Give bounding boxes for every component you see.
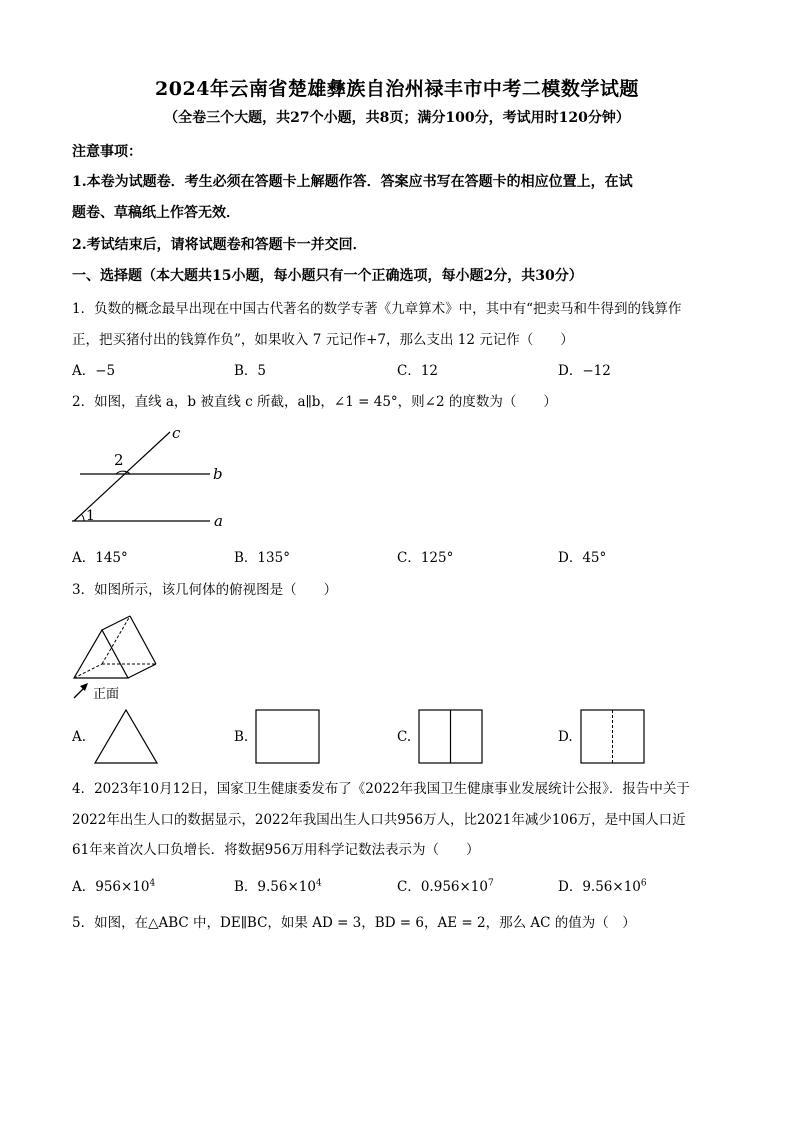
- q2-option-d: D．45°: [558, 550, 607, 566]
- q4-option-c: C．$0.956\times 10^7$: [397, 878, 494, 895]
- q3-option-c-label: C.: [397, 729, 412, 745]
- q4-line-3: 61年来首次人口负增长．将数据956万用科学记数法表示为（ ）: [72, 842, 480, 858]
- q3-option-d-label: D.: [558, 729, 573, 745]
- label-angle-2: 2: [114, 451, 124, 469]
- q2-option-c: C．125°: [397, 550, 454, 566]
- q3-front-label: 正面: [93, 687, 120, 702]
- page-subtitle: （全卷三个大题，共27个小题，共8页；满分100分，考试用时120分钟）: [164, 110, 630, 126]
- q5-line-1: 5．如图，在△ABC 中，DE∥BC，如果 AD = 3，BD = 6，AE = 2，那么 AC 的值为（ ）: [72, 915, 636, 931]
- page-title: 2024年云南省楚雄彝族自治州禄丰市中考二模数学试题: [155, 78, 639, 100]
- section-1-heading: 一、选择题（本大题共15小题，每小题只有一个正确选项，每小题2分，共30分）: [72, 268, 583, 284]
- q1-option-b: B．5: [234, 363, 267, 379]
- q3-line-1: 3．如图所示，该几何体的俯视图是（ ）: [72, 582, 338, 598]
- prism-back-right-edge: [130, 616, 156, 664]
- angle-1-arc: [81, 514, 84, 521]
- q3-option-c-rectangle-solid-divider: [418, 709, 484, 765]
- notice-item-1-line-2: 题卷、草稿纸上作答无效．: [72, 205, 240, 221]
- q4-line-1: 4．2023年10月12日，国家卫生健康委发布了《2022年我国卫生健康事业发展统计公报》．报告中关于: [72, 781, 690, 797]
- q3-option-a-label: A.: [72, 729, 87, 745]
- front-arrow-icon: [80, 683, 88, 691]
- prism-bottom-right-edge: [128, 664, 156, 678]
- notice-item-1-line-1: 1.本卷为试题卷．考生必须在答题卡上解题作答．答案应书写在答题卡的相应位置上，在试: [72, 174, 633, 190]
- notice-heading: 注意事项：: [72, 144, 142, 160]
- q2-option-b: B．135°: [234, 550, 290, 566]
- q2-parallel-lines-figure: [70, 422, 240, 532]
- q1-option-c: C．12: [397, 363, 439, 379]
- q3-option-a-triangle: [93, 707, 159, 765]
- label-b: b: [213, 465, 223, 483]
- q1-option-a: A．−5: [72, 363, 116, 379]
- q3-option-d-rectangle-dashed-divider: [580, 709, 646, 765]
- q2-option-a: A．145°: [72, 550, 128, 566]
- q1-line-2: 正，把买猪付出的钱算作负”，如果收入 7 元记作+7，那么支出 12 元记作（ ）: [72, 332, 574, 348]
- q4-option-b: B．$9.56\times 10^4$: [234, 878, 322, 895]
- label-a: a: [214, 512, 223, 530]
- q4-option-a: A．$956\times 10^4$: [72, 878, 156, 895]
- q3-option-b-rectangle: [255, 709, 321, 765]
- label-angle-1: 1: [86, 508, 95, 524]
- prism-front-face: [74, 630, 128, 678]
- label-c: c: [172, 424, 181, 442]
- q1-line-1: 1．负数的概念最早出现在中国古代著名的数学专著《九章算术》中，其中有“把卖马和牛得到的钱算作: [72, 301, 682, 317]
- q4-line-2: 2022年出生人口的数据显示，2022年我国出生人口共956万人，比2021年减少106万，是中国人口近: [72, 812, 686, 828]
- notice-item-2: 2.考试结束后，请将试题卷和答题卡一并交回．: [72, 237, 367, 253]
- q3-option-b-label: B.: [234, 729, 249, 745]
- q2-line-1: 2．如图，直线 a，b 被直线 c 所截，a∥b，∠1 = 45°，则∠2 的度数为（ ）: [72, 394, 557, 410]
- q4-option-d: D．$9.56\times 10^6$: [558, 878, 647, 895]
- q1-option-d: D．−12: [558, 363, 611, 379]
